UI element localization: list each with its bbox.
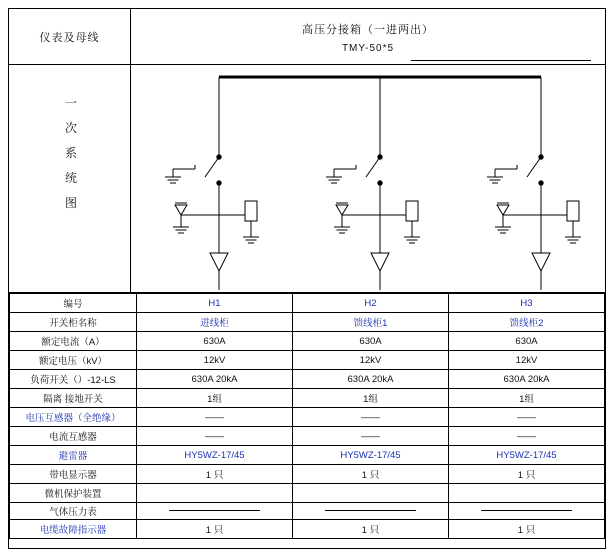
- row-value: 1组: [137, 389, 293, 408]
- table-row: [10, 389, 605, 408]
- row-value: [293, 503, 449, 520]
- row-label: 电缆故障指示器: [10, 520, 137, 539]
- table-row: [10, 313, 605, 332]
- diagram-area: [9, 65, 605, 293]
- table-row: [10, 465, 605, 484]
- table-row: [10, 332, 605, 351]
- table-row: [10, 484, 605, 503]
- row-value: 630A 20kA: [137, 370, 293, 389]
- row-value: 1组: [449, 389, 605, 408]
- row-value: 馈线柜2: [449, 313, 605, 332]
- row-value: HY5WZ-17/45: [293, 446, 449, 465]
- row-value: 630A: [137, 332, 293, 351]
- row-value: H2: [293, 294, 449, 313]
- table-row: [10, 427, 605, 446]
- row-value: 630A 20kA: [449, 370, 605, 389]
- row-value: [449, 484, 605, 503]
- row-value: [293, 484, 449, 503]
- row-value: ——: [137, 427, 293, 446]
- row-value: 1 只: [449, 520, 605, 539]
- single-line-diagram-svg: [131, 65, 605, 293]
- row-value: ——: [293, 408, 449, 427]
- gas-dash-line: [169, 510, 260, 511]
- row-value: 630A: [449, 332, 605, 351]
- row-value: ——: [137, 408, 293, 427]
- gas-dash-line: [325, 510, 416, 511]
- row-value: 12kV: [293, 351, 449, 370]
- diagram-vertical-title: 一 次 系 统 图: [64, 96, 77, 210]
- row-label: 额定电压（kV）: [10, 351, 137, 370]
- row-value: 12kV: [137, 351, 293, 370]
- row-value: HY5WZ-17/45: [449, 446, 605, 465]
- row-label: 额定电流（A）: [10, 332, 137, 351]
- row-value: [137, 503, 293, 520]
- table-row: [10, 351, 605, 370]
- row-label: 避雷器: [10, 446, 137, 465]
- row-value: 进线柜: [137, 313, 293, 332]
- drawing-sheet: [8, 8, 606, 549]
- row-value: HY5WZ-17/45: [137, 446, 293, 465]
- row-value: 1组: [293, 389, 449, 408]
- row-label: 编号: [10, 294, 137, 313]
- row-label: 负荷开关（）-12-LS: [10, 370, 137, 389]
- row-label: 气体压力表: [10, 503, 137, 520]
- row-value: [137, 484, 293, 503]
- header-row: [9, 9, 605, 65]
- row-label: 开关柜名称: [10, 313, 137, 332]
- spec-table: [9, 293, 605, 539]
- row-value: H1: [137, 294, 293, 313]
- table-row: [10, 294, 605, 313]
- row-label: 微机保护装置: [10, 484, 137, 503]
- row-label: 隔离 接地开关: [10, 389, 137, 408]
- row-value: 馈线柜1: [293, 313, 449, 332]
- header-underline: [411, 60, 591, 61]
- row-value: 630A 20kA: [293, 370, 449, 389]
- table-row: [10, 503, 605, 520]
- table-row: [10, 446, 605, 465]
- row-value: H3: [449, 294, 605, 313]
- row-value: ——: [449, 427, 605, 446]
- table-row: [10, 520, 605, 539]
- spec-table-body: [10, 294, 605, 539]
- row-value: [449, 503, 605, 520]
- spec-table-wrapper: [9, 293, 605, 548]
- diagram-schematic: [131, 65, 605, 292]
- header-title-main: 高压分接箱（一进两出）: [302, 24, 434, 36]
- table-row: [10, 408, 605, 427]
- row-value: 630A: [293, 332, 449, 351]
- row-value: 1 只: [293, 520, 449, 539]
- row-label: 电流互感器: [10, 427, 137, 446]
- header-title-sub: TMY-50*5: [341, 43, 395, 54]
- row-value: 1 只: [137, 465, 293, 484]
- row-value: 1 只: [449, 465, 605, 484]
- table-row: [10, 370, 605, 389]
- row-value: 1 只: [137, 520, 293, 539]
- row-label: 电压互感器（全绝缘）: [10, 408, 137, 427]
- row-label: 带电显示器: [10, 465, 137, 484]
- header-left-cell: [9, 9, 131, 65]
- gas-dash-line: [481, 510, 572, 511]
- row-value: 12kV: [449, 351, 605, 370]
- header-left-label: 仪表及母线: [39, 32, 100, 44]
- row-value: ——: [293, 427, 449, 446]
- row-value: ——: [449, 408, 605, 427]
- header-title-cell: [131, 9, 605, 65]
- row-value: 1 只: [293, 465, 449, 484]
- diagram-left-cell: [9, 65, 131, 292]
